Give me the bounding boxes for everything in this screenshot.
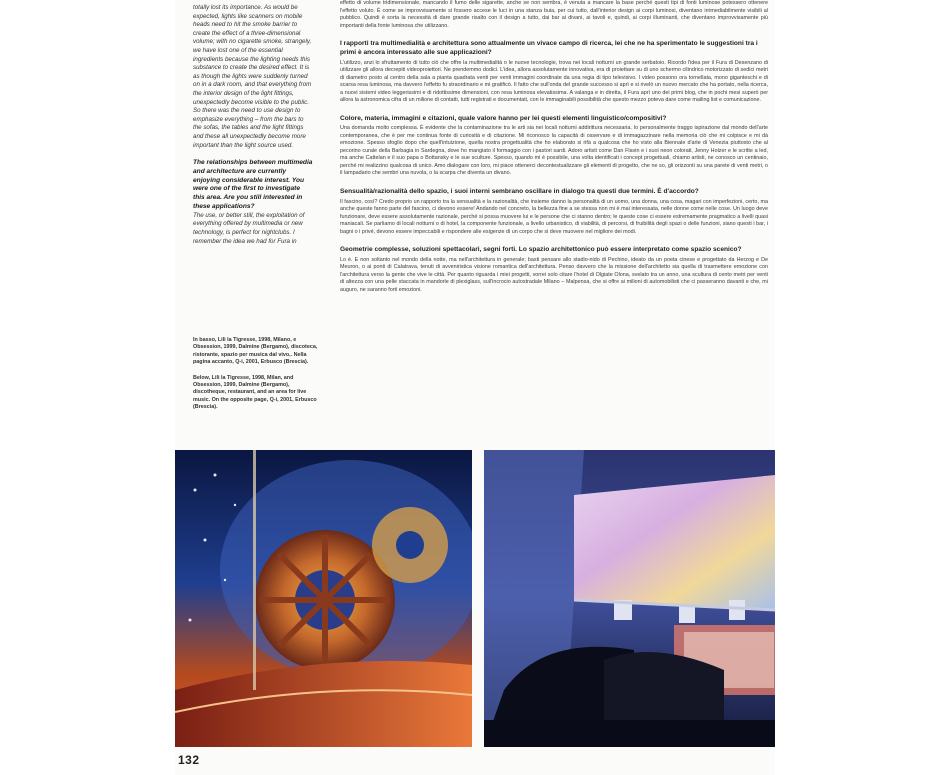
interview-question: The relationships between multimedia and architecture are currently enjoying considerable interest. You were one of the first to investigate this area. Are you still interested in these applications? xyxy=(193,159,313,211)
photo-captions xyxy=(193,337,318,420)
paragraph-4: Lo è. E non soltanto nel mondo della notte, ma nell'architettura in generale; basti pensare allo stadio-nido di Pechino, ideato da un poeta cinese e progettato da Herzog e De Meuron, o ai ponti di Calatrava, tenuti di avveniristica visione romantica dell'architettura. Penso davvero che la missione dell'architetto sia quella di trasmettere emozione con l'architettura verso la gente che vive le città. Per quanto riguarda i miei progetti, vorrei solo citare l'hotel di Olgiate Olona, svelato tra un anno, una scultura di cento metri per venti di altezza con una pelle staccata in mandorle di plexiglass, sull'incrocio autostradale Milano – Malpensa, che si offre ai milioni di automobilisti che ci passeranno davanti e che, mi auguro, ne saranno forti emozioni. xyxy=(340,256,768,293)
answer-paragraph: The use, or better still, the exploitation of everything offered by multimedia or new technology, is perfect for nightclubs. I remember the idea we had for Fura in xyxy=(193,211,305,245)
caption-english: Below, Lili la Tigresse, 1998, Milan, and Obsession, 1999, Dalmine (Bergamo), discotheque, restaurant, and an area for live music. On the opposite page, Q-i, 2001, Erbusco (Brescia). xyxy=(193,374,317,411)
caption-italian: In basso, Lili la Tigresse, 1998, Milano, e Obsession, 1999, Dalmine (Bergamo), discoteca, ristorante, spazio per musica dal vivo,. Nella pagina accanto, Q-i, 2001, Erbusco (Brescia). xyxy=(193,337,318,366)
heading-2: Colore, materia, immagini e citazioni, quale valore hanno per lei questi elementi linguistico/compositivi? xyxy=(340,114,667,122)
heading-1: I rapporti tra multimedialità e architettura sono attualmente un vivace campo di ricerca, lei che ne ha sperimentato le suggestioni tra i primi è ancora interessato alle sue applicazioni? xyxy=(340,40,758,56)
heading-3: Sensualità/razionalità dello spazio, i suoi interni sembrano oscillare in dialogo tra questi due termini. È d'accordo? xyxy=(340,187,699,195)
photo-obsession xyxy=(484,450,775,747)
page-number: 132 xyxy=(178,753,200,767)
paragraph-0: effetto di volume tridimensionale, mancando il fumo delle sigarette, anche se non sembra, è venuta a mancare la base perché questi tipi di fonti luminose potessero ottenere l'effetto voluto. È come se improvvisamente si fossero accese le luci in una stanza buia, per cui tutto, dall'interior design ai corpi luminosi, diventano irrimediabilmente visibili al pubblico. Quindi è sorta la necessità di dare grande risalto con il design a tutto, dai bar ai divani, ai tavoli e, quindi, ai corpi illuminanti, che diventano improvvisamente più importanti della fonte luminosa che utilizzano. xyxy=(340,0,768,29)
photo-lili-la-tigresse xyxy=(175,450,472,747)
heading-4: Geometrie complesse, soluzioni spettacolari, segni forti. Lo spazio architettonico può essere interpretato come spazio scenico? xyxy=(340,246,742,254)
paragraph-2: Una domanda molto complessa. È evidente che la contaminazione tra le arti sia nei locali notturni addirittura necessaria. Io personalmente traggo ispirazione dal mondo dell'arte contemporanea, che è per me continua fonte di curiosità e di citazione. Mi riconosco la capacità di osservare e di immagazzinare nella memoria ciò che mi colpisce e mi dà emozione. Spesso sfoglio dopo che quell'intuizione, quella nostra progettualità che ho elaborato si rifà a qualcosa che ho visto alla Biennale d'arte di Venezia piuttosto che al pecorino curale della Barbagia in Sardegna, dove ho mangiato il formaggio con i pastori sardi. Adoro artisti come Dan Flavin e i suoi neon colorati, Jenny Holzer e le scritte a led, ma anche Cattelan e il suo papa o Bottansky e le sue sculture. Spesso, quando mi è possibile, una volta identificati i concept progettuali, chiamo artisti, ne conosco un centinaio, perché mi realizzino qualcosa di unico. Amo dialogare con loro, mi piace ottenerci decontestualizzare gli elementi di progetto, che ne so, gli orizzonti su una parete di venti metri, o il lampadario che sembri una nuvola, o la scarpa che diventa un divano. xyxy=(340,125,768,177)
paragraph-1: L'utilizzo, anzi lo sfruttamento di tutto ciò che offre la multimedialità o le nuove tecnologie, trova nei locali notturni un grande serbatoio. Ricordo l'idea per il Fura di Desenzano di utilizzare gli allora decrepiti videoproiettori. Ne prendemmo dodici. L'idea, allora assolutamente innovativa, era di proiettare su di uno schermo cilindrico motorizzato di sedici metri di diametro posto al centro della sala a pianta quadrata venti per venti immagini coordinate da una regia di tipo televisivo. I video possono ora tornellata, mono giganteschi e di scarsa resa luminosa, ma davvero l'effetto fu straordinario e mi gratificò. Il fatto che sull'onda del grande successo si aprì e si rivelò un nuovo mercato che ha portato, nella ricerca, a nuovi sistemi video leggerissimi e di ridottissime dimensioni, con resa luminosa elevatissima. A valanga e in diretta, il Fura aprì uno dei primi blog, che in pochi mesi superò per allora la astronomica cifra di un milione di contatti, tutti registrati e documentati, con le immaginabili possibilità che questo mezzo poteva dare come mailing list e comunicazione. xyxy=(340,59,768,104)
left-column-english xyxy=(193,4,313,246)
right-column-italian xyxy=(340,0,768,294)
intro-paragraph: totally lost its importance. As would be expected, lights like scanners on mobile heads need to hit the smoke barrier to create the effect of a three-dimensional volume; with no cigarette smoke, strangely, we have lost one of the essential ingredients because the lighting needs this substance to create the desired effect. It is as though the lights were suddenly turned on in a dark room, and that everything from the interior design of the light fittings, unexpectedly become visible to the public. So there was the need to use design to emphasize everything – from the bars to the sofas, the tables and the light fittings and these all unexpectedly become more important than the light source used. xyxy=(193,4,312,149)
paragraph-3: Il fascino, così? Credo proprio un rapporto tra la sensualità e la razionalità, che insieme danno la personalità di un uomo, una donna, una cosa, magari con imperfezioni, certo, ma anche queste fanno parte del fascino, ci devono essere! Andando nel concreto, la bellezza fine a se stessa non mi è mai interessata, nelle donne come nelle cose. Un luogo deve funzionare, deve essere assolutamente razionale, perché si possa muovere lui e le persone che ci stanno dentro; le queste cose ci essere estremamente pragmatico a livelli quasi maniacali. Se parliamo di locali notturni o di hotel, la componente funzionale, a livello urbanistico, di viabilità, di percorsi, di fruibilità degli spazi o delle funzioni, siano questi i bar, i bagni o i privé, devono essere impeccabili e rispondere alle esigenze di un corpo che si deve muovere nel migliore dei modi. xyxy=(340,198,768,235)
